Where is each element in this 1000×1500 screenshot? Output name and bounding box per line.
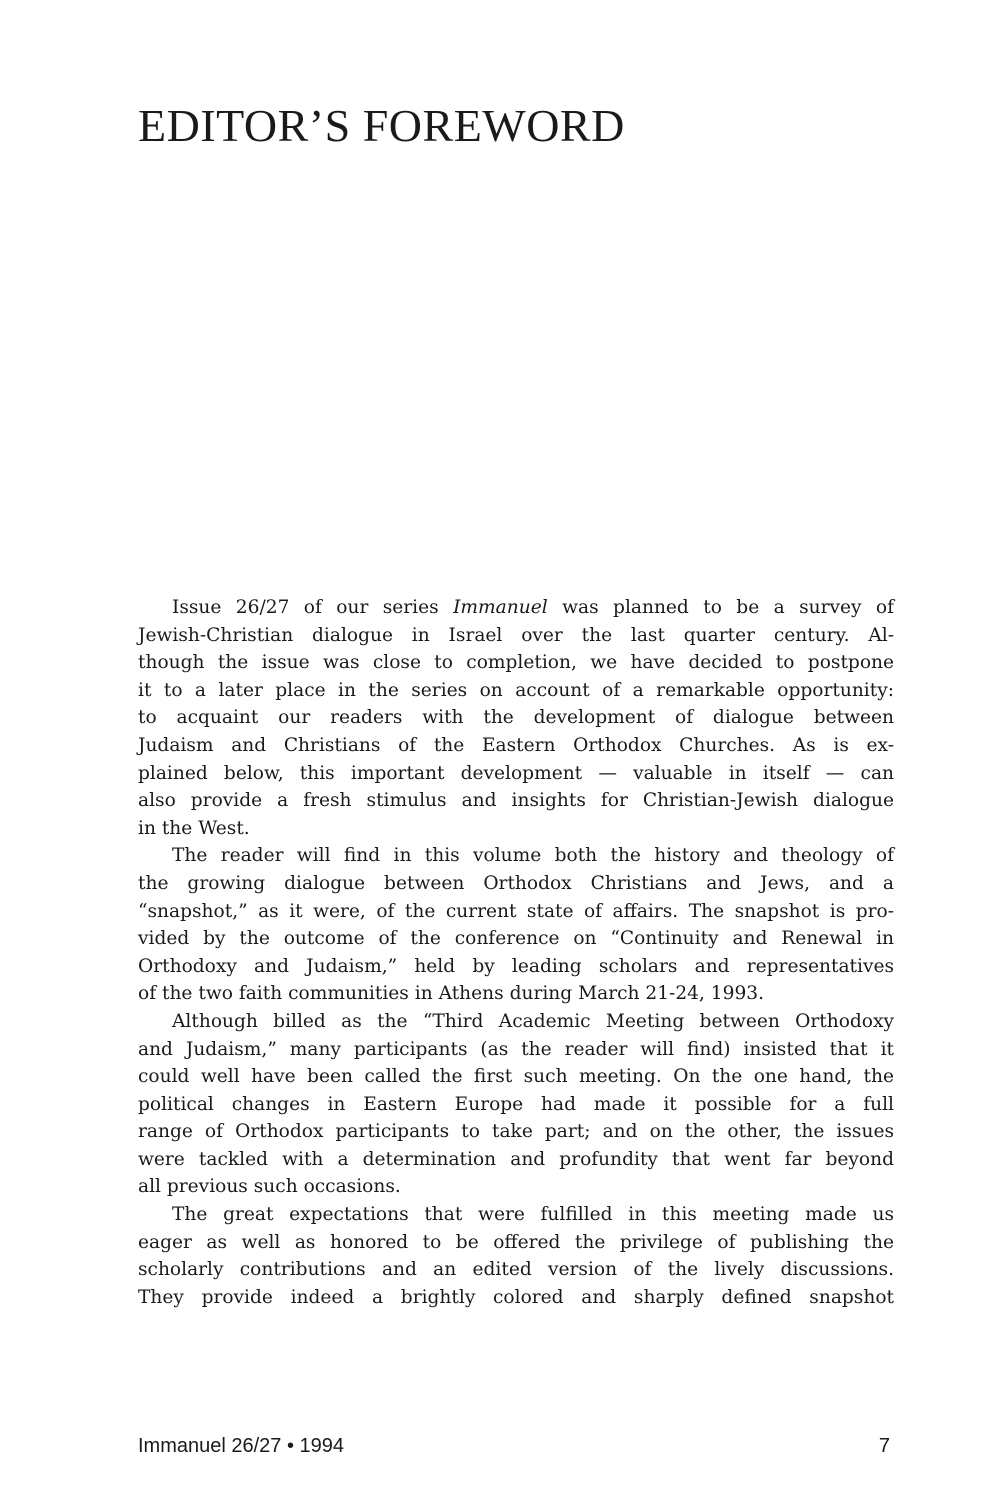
italic-title: Immanuel: [453, 597, 548, 618]
text-line: and Judaism,” many participants (as the reader will find) insisted that it: [138, 1038, 894, 1060]
paragraph: [138, 1201, 894, 1311]
text-line: range of Orthodox participants to take part; and on the other, the issues: [138, 1121, 894, 1143]
paragraph: [138, 842, 894, 1008]
paragraph: [138, 1008, 894, 1201]
text-line: The reader will find in this volume both the history and theology of: [172, 845, 894, 867]
text-line: scholarly contributions and an edited version of the lively discussions.: [138, 1259, 894, 1281]
page-number: 7: [878, 1435, 890, 1457]
text-line: were tackled with a determination and profundity that went far beyond: [138, 1148, 894, 1170]
text-line: plained below, this important development — valuable in itself — can: [138, 762, 894, 784]
text-line: Jewish-Christian dialogue in Israel over the last quarter century. Al-: [138, 624, 894, 646]
text-line: could well have been called the first such meeting. On the one hand, the: [138, 1066, 894, 1088]
paragraph: [138, 594, 894, 842]
text-line: in the West.: [138, 817, 250, 839]
text-line: vided by the outcome of the conference on “Continuity and Renewal in: [138, 928, 894, 950]
text-line: the growing dialogue between Orthodox Christians and Jews, and a: [138, 872, 894, 894]
text-line: Issue 26/27 of our series Immanuel was planned to be a survey of: [172, 597, 894, 618]
page-title: EDITOR’S FOREWORD: [138, 100, 625, 151]
text-line: of the two faith communities in Athens during March 21-24, 1993.: [138, 983, 765, 1005]
text-line: though the issue was close to completion, we have decided to postpone: [138, 652, 894, 674]
text-line: eager as well as honored to be offered the privilege of publishing the: [138, 1231, 894, 1253]
text-line: They provide indeed a brightly colored and sharply defined snapshot: [138, 1286, 894, 1308]
text-line: it to a later place in the series on account of a remarkable opportunity:: [138, 679, 894, 701]
text-line: also provide a fresh stimulus and insights for Christian-Jewish dialogue: [138, 790, 894, 812]
text-line: political changes in Eastern Europe had made it possible for a full: [138, 1093, 894, 1115]
text-line: Orthodoxy and Judaism,” held by leading scholars and representatives: [138, 955, 894, 977]
article-body: [138, 594, 894, 1311]
text-line: Judaism and Christians of the Eastern Orthodox Churches. As is ex-: [138, 734, 894, 756]
text-line: The great expectations that were fulfilled in this meeting made us: [172, 1204, 894, 1226]
text-line: “snapshot,” as it were, of the current state of affairs. The snapshot is pro-: [138, 900, 894, 922]
footer-journal-issue: Immanuel 26/27 • 1994: [138, 1435, 345, 1457]
text-line: all previous such occasions.: [138, 1176, 401, 1198]
text-line: Although billed as the “Third Academic Meeting between Orthodoxy: [172, 1010, 894, 1032]
text-line: to acquaint our readers with the development of dialogue between: [138, 707, 894, 729]
